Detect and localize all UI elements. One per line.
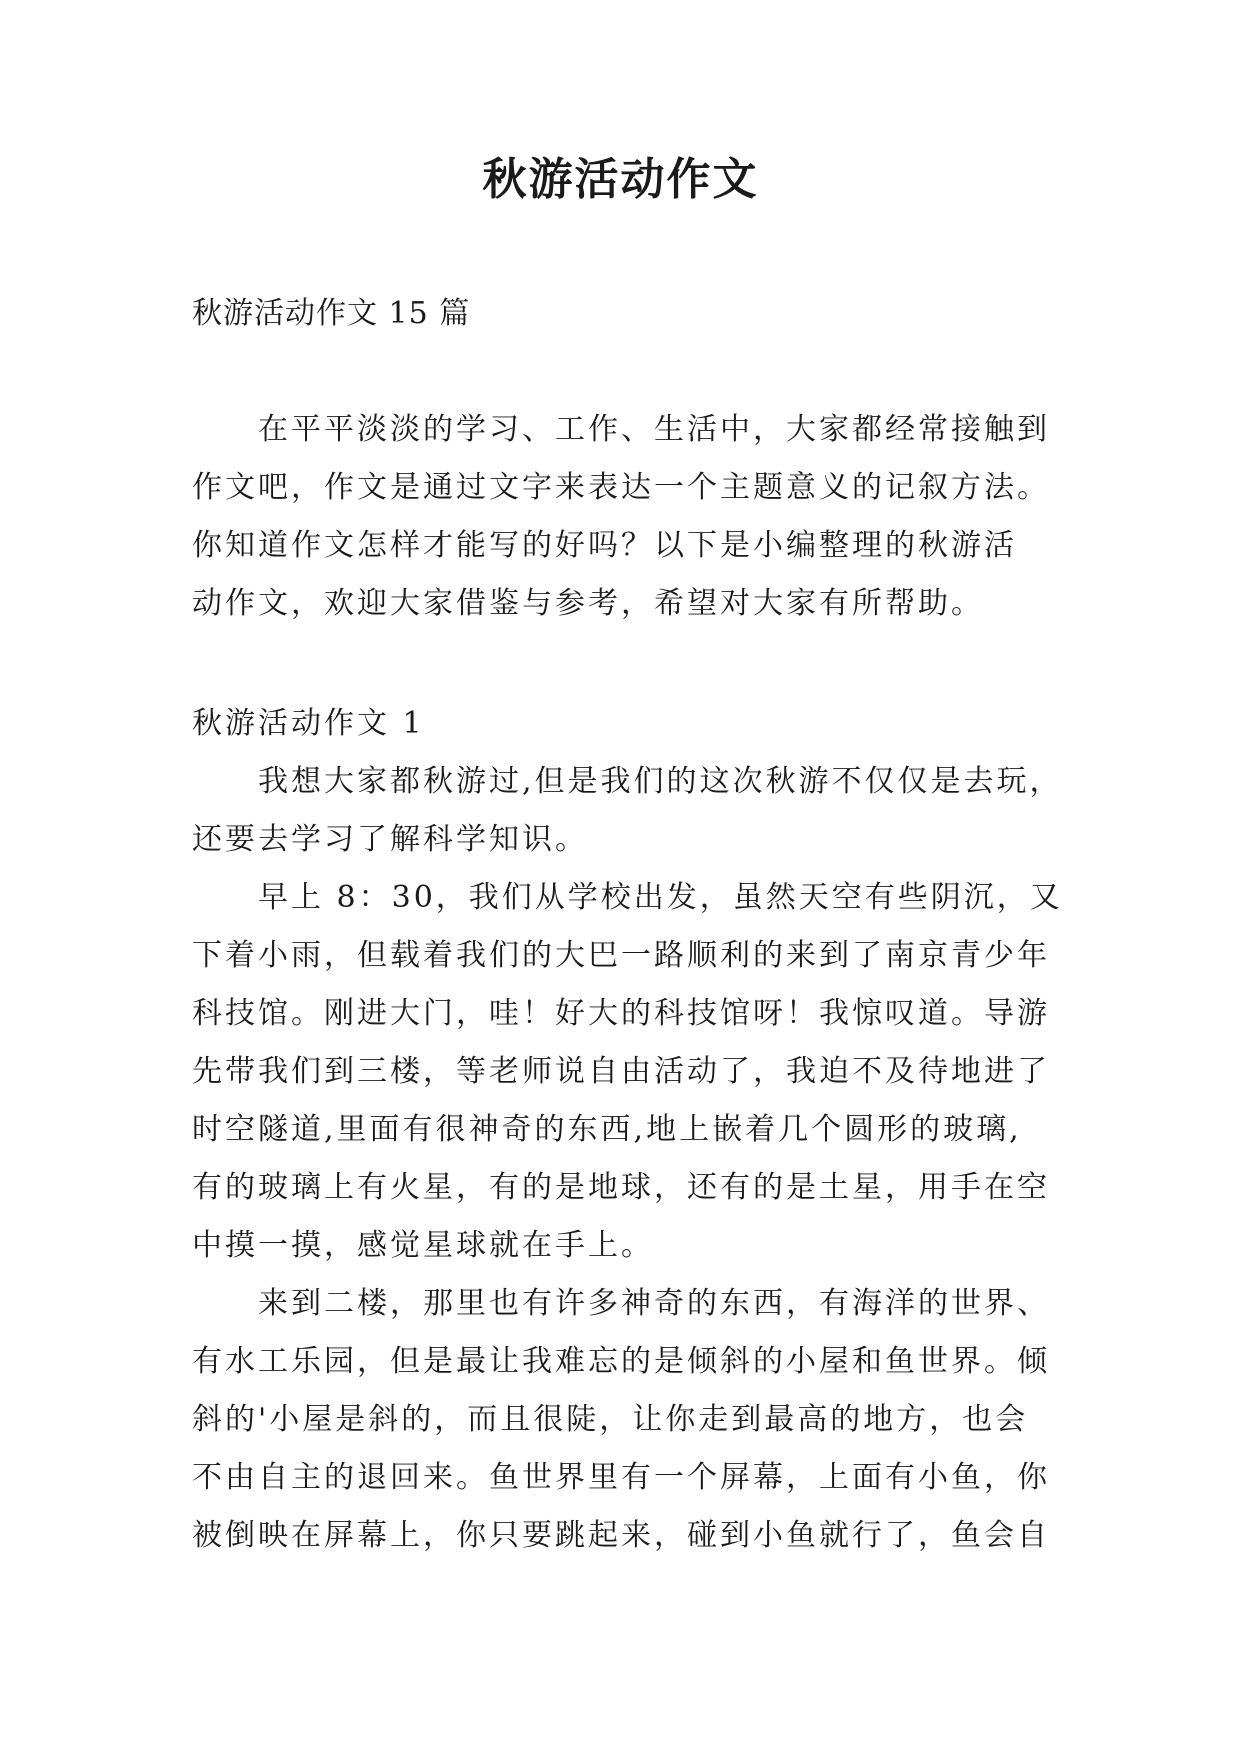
intro-paragraph [192,401,1072,633]
essay-line: 中摸一摸，感觉星球就在手上。 [192,1228,654,1263]
essay-line: 不由自主的退回来。鱼世界里有一个屏幕，上面有小鱼，你 [192,1460,1050,1495]
essay-line: 早上 8：30，我们从学校出发，虽然天空有些阴沉，又 [258,880,1063,915]
essay-line: 还要去学习了解科学知识。 [192,822,588,857]
essay-line: 下着小雨，但载着我们的大巴一路顺利的来到了南京青少年 [192,938,1050,973]
essay-heading: 秋游活动作文 1 [192,706,425,741]
essay-section [192,695,1072,1565]
essay-line: 有水工乐园，但是最让我难忘的是倾斜的小屋和鱼世界。倾 [192,1344,1050,1379]
essay-line: 我想大家都秋游过,但是我们的这次秋游不仅仅是去玩， [258,764,1063,799]
essay-line: 被倒映在屏幕上，你只要跳起来，碰到小鱼就行了，鱼会自 [192,1518,1050,1553]
essay-line: 斜的'小屋是斜的，而且很陡，让你走到最高的地方，也会 [192,1402,1029,1437]
essay-line: 来到二楼，那里也有许多神奇的东西，有海洋的世界、 [258,1286,1050,1321]
intro-line: 你知道作文怎样才能写的好吗？以下是小编整理的秋游活 [192,528,1017,563]
document-title: 秋游活动作文 [482,154,759,205]
essay-line: 有的玻璃上有火星，有的是地球，还有的是土星，用手在空 [192,1170,1050,1205]
intro-line: 动作文，欢迎大家借鉴与参考，希望对大家有所帮助。 [192,586,984,621]
essay-line: 科技馆。刚进大门，哇！好大的科技馆呀！我惊叹道。导游 [192,996,1050,1031]
document-subtitle: 秋游活动作文 15 篇 [192,296,471,331]
essay-line: 时空隧道,里面有很神奇的东西,地上嵌着几个圆形的玻璃, [192,1112,1022,1147]
essay-line: 先带我们到三楼，等老师说自由活动了，我迫不及待地进了 [192,1054,1050,1089]
intro-line: 作文吧，作文是通过文字来表达一个主题意义的记叙方法。 [192,470,1050,505]
intro-line: 在平平淡淡的学习、工作、生活中，大家都经常接触到 [258,412,1050,447]
